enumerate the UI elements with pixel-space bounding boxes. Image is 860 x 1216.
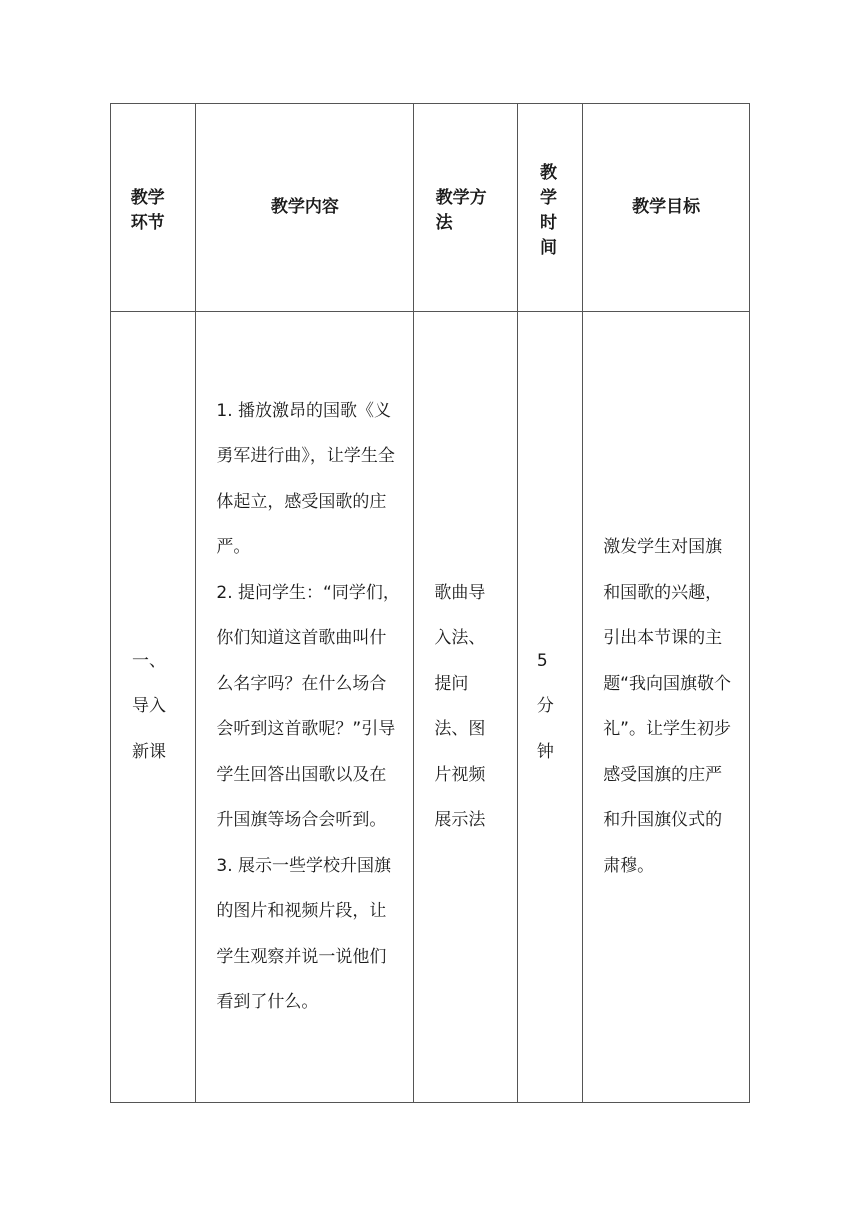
content-item-1: 1. 播放激昂的国歌《义勇军进行曲》，让学生全体起立，感受国歌的庄严。 [216, 400, 395, 557]
stage-cell [111, 312, 196, 1103]
content-cell [196, 312, 414, 1103]
table-row [111, 312, 750, 1103]
header-stage: 教学环节 [111, 104, 196, 312]
content-item-2: 2. 提问学生：“同学们，你们知道这首歌曲叫什么名字吗？在什么场合会听到这首歌呢？”引导学生回答出国歌以及在升国旗等场合会听到。 [216, 582, 400, 830]
header-goal: 教学目标 [583, 104, 750, 312]
method-text: 歌曲导入法、提问法、图片视频展示法 [434, 582, 486, 830]
header-content: 教学内容 [196, 104, 414, 312]
table-header-row [111, 104, 750, 312]
goal-cell [583, 312, 750, 1103]
header-method: 教学方法 [414, 104, 517, 312]
content-item-3: 3. 展示一些学校升国旗的图片和视频片段，让学生观察并说一说他们看到了什么。 [216, 855, 392, 1012]
time-cell [517, 312, 582, 1103]
goal-text: 激发学生对国旗和国歌的兴趣，引出本节课的主题“我向国旗敬个礼”。让学生初步感受国旗的庄严和升国旗仪式的肃穆。 [603, 537, 731, 876]
method-cell [414, 312, 517, 1103]
time-text: 5分钟 [536, 650, 554, 762]
header-time: 教学时间 [517, 104, 582, 312]
lesson-plan-table [110, 103, 750, 1103]
stage-text: 一、导入新课 [132, 650, 166, 762]
